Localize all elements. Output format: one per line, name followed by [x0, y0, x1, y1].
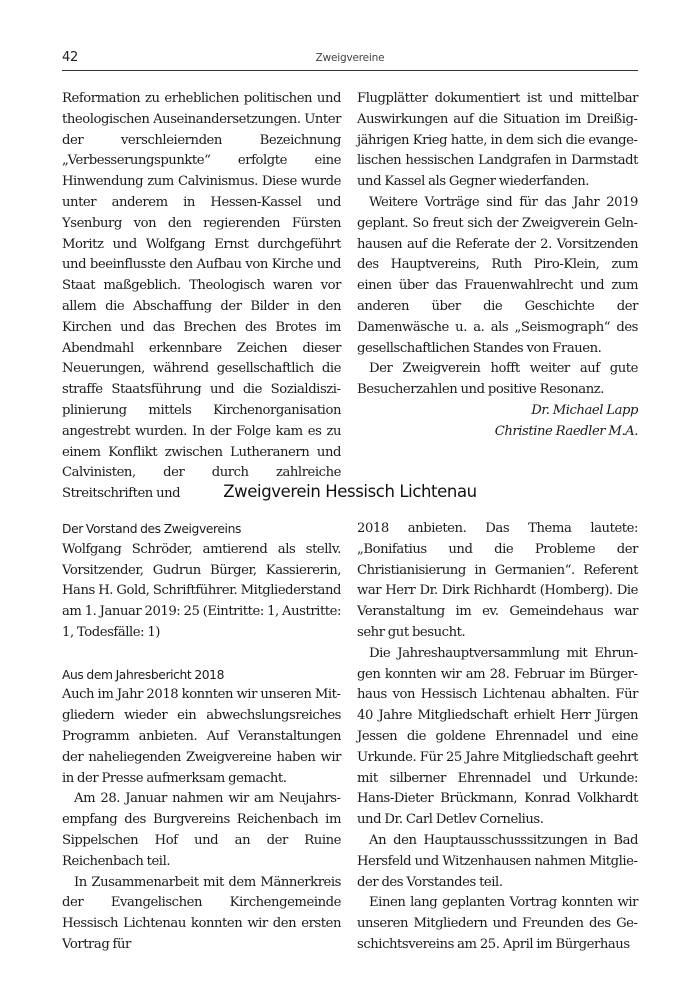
bottom-left-column	[62, 519, 341, 956]
body-paragraph: Einen lang geplanten Vortrag konnten wir unseren Mitgliedern und Freunden des Geschichtsvereins am 25. April im Bürgerhaus	[357, 895, 638, 952]
bottom-right-column	[357, 519, 638, 956]
subheading-board: Der Vorstand des Zweigvereins	[62, 522, 241, 536]
body-paragraph: In Zusammenarbeit mit dem Männerkreis der Evangelischen Kirchengemeinde Hessisch Lichtenau konnten wir den ersten Vortrag für	[62, 874, 341, 952]
body-paragraph: Am 28. Januar nahmen wir am Neujahrsempfang des Burgvereins Reichenbach im Sippelschen Hof und an der Ruine Reichenbach teil.	[62, 791, 341, 869]
running-header	[62, 50, 638, 71]
body-paragraph: Reformation zu erheblichen politischen und theologischen Auseinandersetzungen. Unter der verschleiernden Bezeichnung „Verbesserungspunkte“ erfolgte eine Hinwendung zum Calvinismus. Diese wurde unter anderem in Hessen-Kassel und Ysenburg von den regierenden Fürsten Moritz und Wolfgang Ernst durchgeführt und beeinflusste den Aufbau von Kirche und Staat maßgeblich. Theologisch waren vor allem die Abschaffung der Bilder in den Kirchen und das Brechen des Brotes im Abendmahl erkennbare Zeichen dieser Neuerungen, während gesellschaftlich die straffe Staatsführung und die Sozialdisziplinierung mittels Kirchenorganisation angestrebt wurden. In der Folge kam es zu einem Konflikt zwischen Lutheranern und Calvinisten, der durch zahlreiche Streitschriften und	[62, 91, 341, 502]
author-signature: Dr. Michael Lapp	[531, 402, 638, 418]
running-title: Zweigvereine	[315, 52, 385, 64]
body-paragraph: Der Zweigverein hofft weiter auf gute Besucherzahlen und positive Resonanz.	[357, 361, 638, 398]
body-paragraph: Auch im Jahr 2018 konnten wir unseren Mitgliedern wieder ein abwechslungsreiches Programm anbieten. Auf Veranstaltungen der naheliegenden Zweigvereine haben wir in der Presse aufmerksam gemacht.	[62, 687, 341, 786]
section-title: Zweigverein Hessisch Lichtenau	[223, 482, 477, 501]
author-signature: Christine Raedler M.A.	[494, 423, 638, 439]
body-paragraph: Weitere Vorträge sind für das Jahr 2019 geplant. So freut sich der Zweigverein Gelnhausen auf die Referate der 2. Vorsitzenden des Hauptvereins, Ruth Piro-Klein, zum einen über das Frauenwahlrecht und zum anderen über die Geschichte der Damenwäsche u. a. als „Seismograph“ des gesellschaftlichen Standes von Frauen.	[357, 194, 638, 356]
subheading-annual-report: Aus dem Jahresbericht 2018	[62, 667, 225, 682]
body-paragraph: Flugplätter dokumentiert ist und mittelbar Auswirkungen auf die Situation im Dreißigjährigen Krieg hatte, in dem sich die evangelischen hessischen Landgrafen in Darmstadt und Kassel als Gegner wiederfanden.	[357, 91, 638, 190]
top-left-column	[62, 89, 341, 505]
page-number: 42	[62, 50, 78, 65]
spacer	[62, 644, 341, 665]
top-right-column	[357, 89, 638, 443]
board-paragraph: Wolfgang Schröder, amtierend als stellv. Vorsitzender, Gudrun Bürger, Kassiererin, Hans H. Gold, Schriftführer. Mitgliederstand am 1. Januar 2019: 25 (Eintritte: 1, Austritte: 1, Todesfälle: 1)	[62, 541, 341, 640]
body-paragraph: 2018 anbieten. Das Thema lautete: „Bonifatius und die Probleme der Christianisierung in Germanien“. Referent war Herr Dr. Dirk Richhardt (Homberg). Die Veranstaltung im ev. Gemeindehaus war sehr gut besucht.	[357, 521, 638, 640]
body-paragraph: An den Hauptausschusssitzungen in Bad Hersfeld und Witzenhausen nahmen Mitglieder des Vorstandes teil.	[357, 832, 638, 890]
body-paragraph: Die Jahreshauptversammlung mit Ehrungen konnten wir am 28. Februar im Bürgerhaus von Hessisch Lichtenau abhalten. Für 40 Jahre Mitgliedschaft erhielt Herr Jürgen Jessen die goldene Ehrennadel und eine Urkunde. Für 25 Jahre Mitgliedschaft geehrt mit silberner Ehrennadel und Urkunde: Hans-Dieter Brückmann, Konrad Volkhardt und Dr. Carl Detlev Cornelius.	[357, 645, 638, 828]
